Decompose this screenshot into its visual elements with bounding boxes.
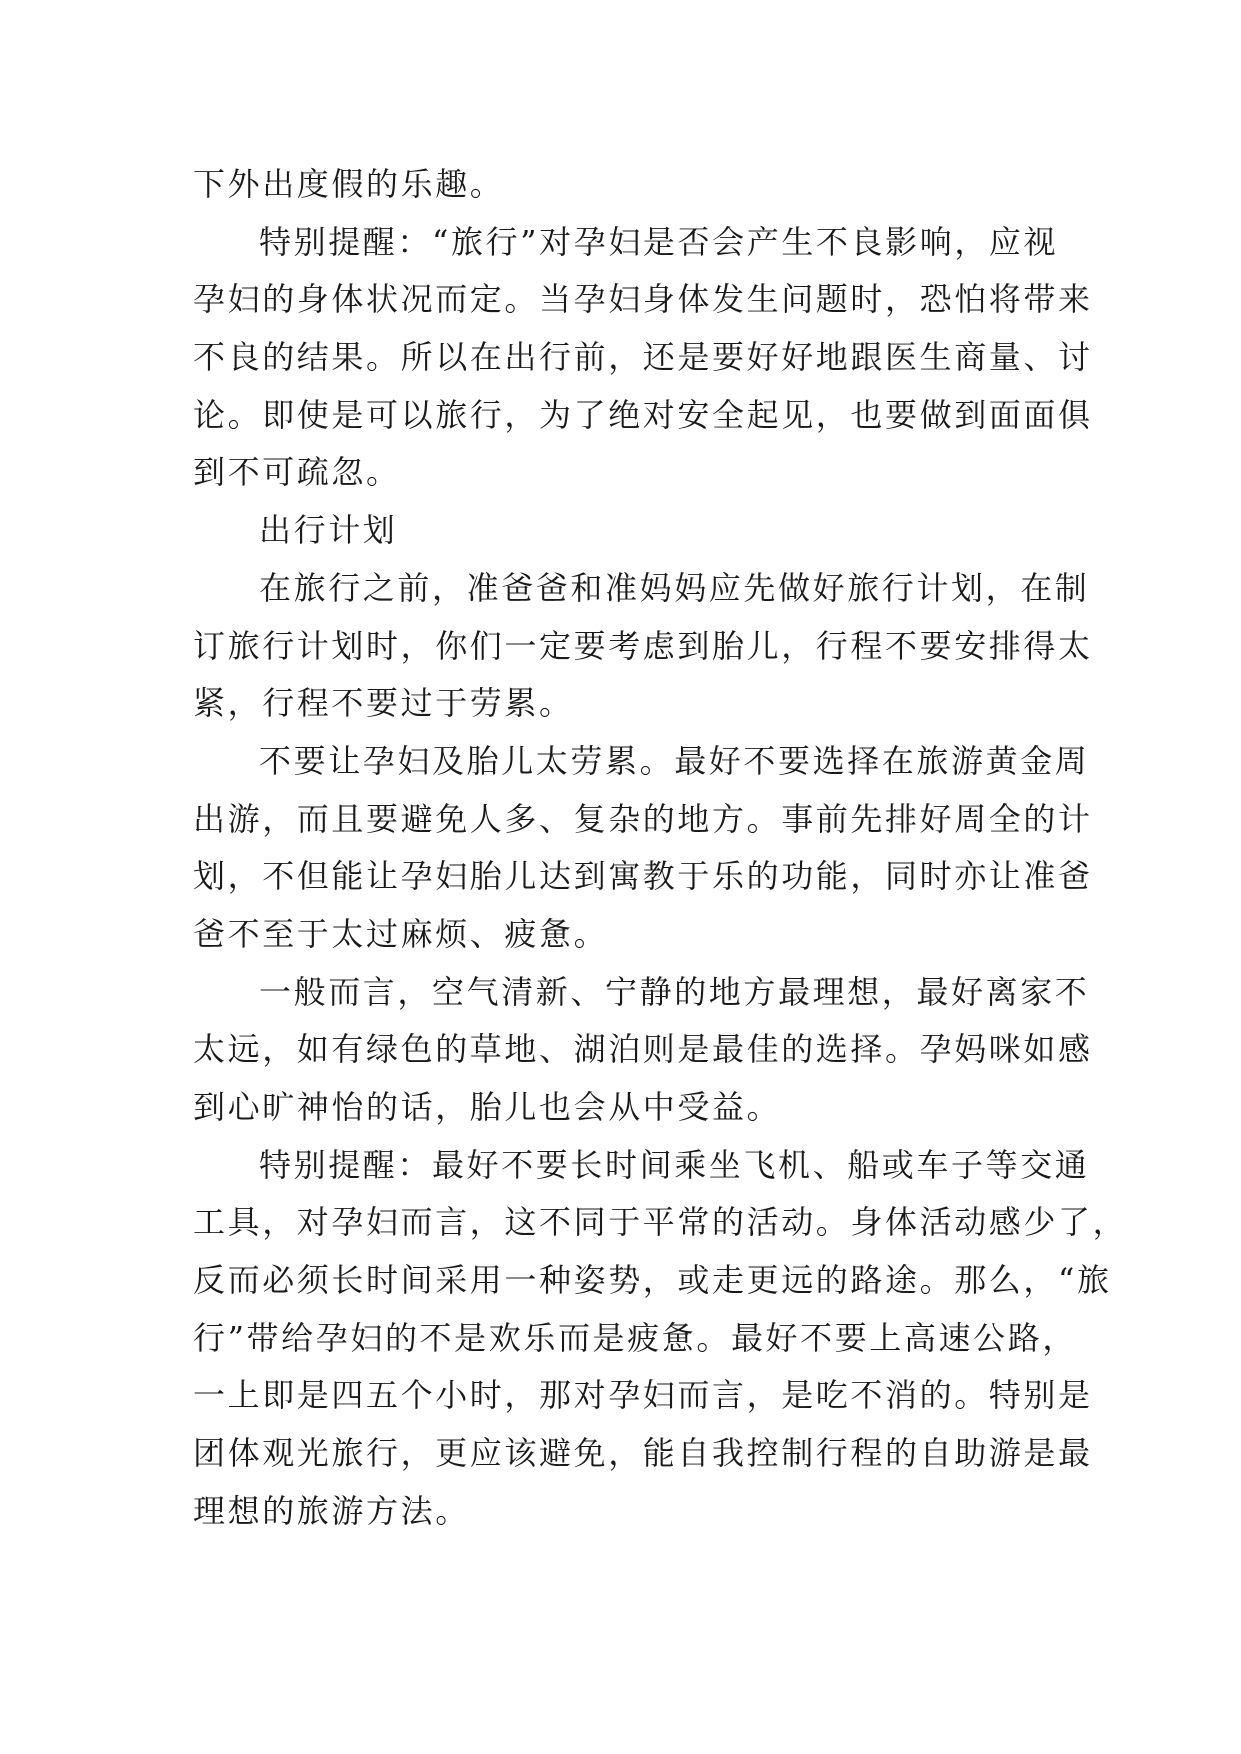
text-line: 出游，而且要避免人多、复杂的地方。事前先排好周全的计: [193, 799, 1093, 838]
text-line: 论。即使是可以旅行，为了绝对安全起见，也要做到面面俱: [193, 395, 1093, 434]
text-line: 行”带给孕妇的不是欢乐而是疲惫。最好不要上高速公路，: [193, 1318, 1077, 1357]
text-line: 不良的结果。所以在出行前，还是要好好地跟医生商量、讨: [193, 338, 1093, 377]
text-line: 到心旷神怡的话，胎儿也会从中受益。: [193, 1088, 782, 1126]
text-line: 下外出度假的乐趣。: [193, 165, 505, 203]
text-line: 团体观光旅行，更应该避免，能自我控制行程的自助游是最: [193, 1434, 1093, 1473]
text-line: 订旅行计划时，你们一定要考虑到胎儿，行程不要安排得太: [193, 626, 1093, 665]
text-line: 划，不但能让孕妇胎儿达到寓教于乐的功能，同时亦让准爸: [193, 857, 1093, 896]
text-line: 反而必须长时间采用一种姿势，或走更远的路途。那么，“旅: [193, 1261, 1112, 1300]
text-line: 不要让孕妇及胎儿太劳累。最好不要选择在旅游黄金周: [259, 741, 1090, 780]
text-line: 工具，对孕妇而言，这不同于平常的活动。身体活动感少了，: [193, 1203, 1128, 1242]
section-heading: 出行计划: [259, 511, 398, 550]
text-line: 孕妇的身体状况而定。当孕妇身体发生问题时，恐怕将带来: [193, 280, 1093, 319]
text-line: 一上即是四五个小时，那对孕妇而言，是吃不消的。特别是: [193, 1376, 1093, 1415]
text-line: 紧，行程不要过于劳累。: [193, 684, 574, 723]
text-line: 理想的旅游方法。: [193, 1491, 470, 1530]
text-line: 到不可疏忽。: [193, 453, 401, 492]
text-line: 太远，如有绿色的草地、湖泊则是最佳的选择。孕妈咪如感: [193, 1030, 1093, 1069]
text-line: 一般而言，空气清新、宁静的地方最理想，最好离家不: [259, 972, 1090, 1011]
text-line: 特别提醒：“旅行”对孕妇是否会产生不良影响，应视: [259, 222, 1059, 261]
text-line: 爸不至于太过麻烦、疲惫。: [193, 914, 609, 953]
text-line: 在旅行之前，准爸爸和准妈妈应先做好旅行计划，在制: [259, 568, 1090, 607]
document-body: [193, 156, 1128, 1541]
text-line: 特别提醒：最好不要长时间乘坐飞机、船或车子等交通: [259, 1145, 1090, 1184]
